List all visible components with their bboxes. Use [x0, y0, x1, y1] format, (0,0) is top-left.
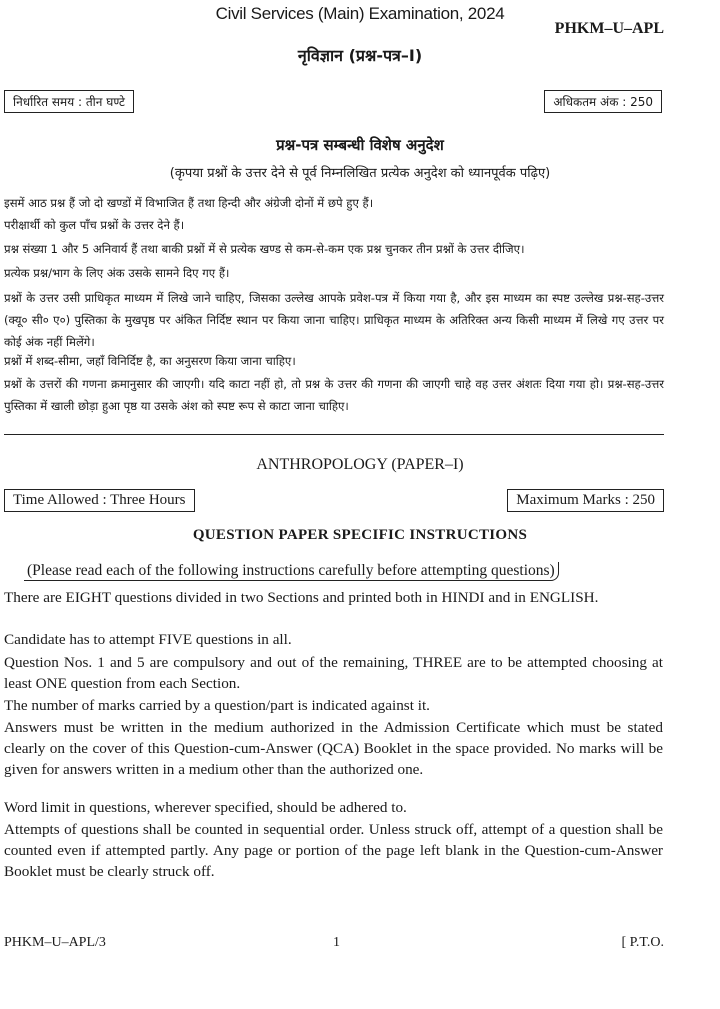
time-allowed-box: Time Allowed : Three Hours — [4, 489, 195, 512]
instruction-3: Question Nos. 1 and 5 are compulsory and out of the remaining, THREE are to be attempted choosing at least ONE question from each Section. — [4, 654, 663, 692]
instruction-2: Candidate has to attempt FIVE questions in all. — [4, 631, 292, 648]
instruction-5: Answers must be written in the medium authorized in the Admission Certificate which must be stated clearly on the cover of this Question-cum-Answer (QCA) Booklet in the space provided. No marks will be given for answers written in a medium other than the authorized one. — [4, 719, 663, 778]
subject-title-hindi: नृविज्ञान (प्रश्न-पत्र–I) — [297, 46, 423, 65]
pto-label: [ P.T.O. — [621, 935, 664, 950]
max-marks-box-hindi: अधिकतम अंक : 250 — [544, 90, 662, 113]
footer-code: PHKM–U–APL/3 — [4, 935, 106, 950]
instruction-1: There are EIGHT questions divided in two Sections and printed both in HINDI and in ENGLISH. — [4, 589, 599, 606]
instructions-heading-hindi: प्रश्न-पत्र सम्बन्धी विशेष अनुदेश — [276, 136, 444, 154]
instructions-subheading-hindi: (कृपया प्रश्नों के उत्तर देने से पूर्व निम्नलिखित प्रत्येक अनुदेश को ध्यानपूर्वक पढ़िए) — [169, 166, 551, 181]
paper-code: PHKM–U–APL — [554, 20, 664, 37]
max-marks-box: Maximum Marks : 250 — [507, 489, 664, 512]
time-allowed-box-hindi: निर्धारित समय : तीन घण्टे — [4, 90, 134, 113]
instructions-heading: QUESTION PAPER SPECIFIC INSTRUCTIONS — [192, 527, 528, 543]
hindi-instruction-2: परीक्षार्थी को कुल पाँच प्रश्नों के उत्तर देने हैं। — [4, 218, 185, 232]
exam-title: Civil Services (Main) Examination, 2024 — [215, 4, 505, 23]
instruction-7: Attempts of questions shall be counted in sequential order. Unless struck off, attempt of a question shall be counted even if attempted partly. Any page or portion of the page left blank in the Question-cum-Answer Booklet must be clearly struck off. — [4, 821, 663, 880]
hindi-instruction-4: प्रत्येक प्रश्न/भाग के लिए अंक उसके सामने दिए गए हैं। — [4, 266, 230, 280]
hindi-instruction-7: प्रश्नों के उत्तरों की गणना क्रमानुसार की जाएगी। यदि काटा नहीं हो, तो प्रश्न के उत्तर की गणना की जाएगी चाहे वह उत्तर अंशतः दिया गया हो। प्रश्न-सह-उत्तर पुस्तिका में खाली छोड़ा हुआ पृष्ठ या उसके अंश को स्पष्ट रूप से काटा जाना चाहिए। — [4, 377, 664, 413]
instructions-subheading: (Please read each of the following instructions carefully before attempting questions) — [24, 562, 559, 581]
hindi-instruction-3: प्रश्न संख्या 1 और 5 अनिवार्य हैं तथा बाकी प्रश्नों में से प्रत्येक खण्ड से कम-से-कम एक प्रश्न चुनकर तीन प्रश्नों के उत्तर दीजिए। — [4, 242, 525, 256]
hindi-instruction-6: प्रश्नों में शब्द-सीमा, जहाँ विनिर्दिष्ट है, का अनुसरण किया जाना चाहिए। — [4, 354, 296, 368]
page-number: 1 — [333, 935, 340, 950]
hindi-instruction-5: प्रश्नों के उत्तर उसी प्राधिकृत माध्यम में लिखे जाने चाहिए, जिसका उल्लेख आपके प्रवेश-पत्र में किया गया है, और इस माध्यम का स्पष्ट उल्लेख प्रश्न-सह-उत्तर (क्यू० सी० ए०) पुस्तिका के मुखपृष्ठ पर अंकित निर्दिष्ट स्थान पर किया जाना चाहिए। प्राधिकृत माध्यम के अतिरिक्त अन्य किसी माध्यम में लिखे गए उत्तर पर कोई अंक नहीं मिलेंगे। — [4, 291, 664, 349]
instruction-6: Word limit in questions, wherever specified, should be adhered to. — [4, 799, 407, 816]
subject-title-english: ANTHROPOLOGY (PAPER–I) — [256, 456, 464, 473]
section-divider — [4, 434, 664, 435]
hindi-instruction-1: इसमें आठ प्रश्न हैं जो दो खण्डों में विभाजित हैं तथा हिन्दी और अंग्रेजी दोनों में छपे हुए हैं। — [4, 196, 374, 210]
instruction-4: The number of marks carried by a question/part is indicated against it. — [4, 697, 430, 714]
